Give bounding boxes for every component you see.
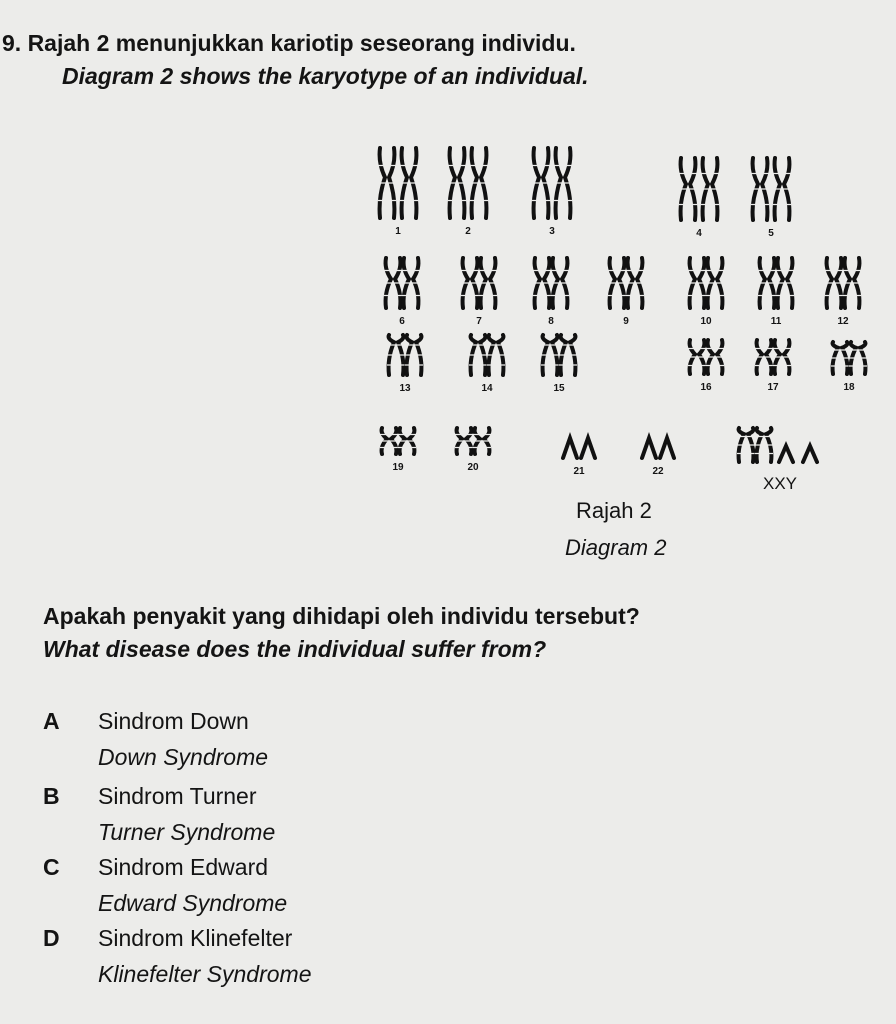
chromosome-number: 3 — [549, 226, 555, 237]
chromosome-pair-5 — [751, 158, 791, 220]
chromosome-number: 22 — [652, 466, 664, 477]
diagram-caption: Rajah 2 — [576, 498, 652, 523]
chromosome-number: 21 — [573, 466, 585, 477]
question-text: 9. Rajah 2 menunjukkan kariotip seseorang individu. — [2, 30, 576, 56]
chromosome-number: 8 — [548, 316, 554, 327]
option-label-english: Klinefelter Syndrome — [98, 961, 312, 987]
chromosome-pair-15 — [541, 335, 577, 375]
option-label-english: Edward Syndrome — [98, 890, 288, 916]
chromosome-pair-2 — [448, 148, 488, 218]
chromosome-pair-3 — [532, 148, 572, 218]
chromosome-number: 20 — [467, 462, 479, 473]
chromosome-pair-8 — [533, 258, 569, 308]
chromosome-pair-22 — [642, 438, 674, 458]
chromosome-pair-10 — [688, 258, 724, 308]
option-letter: D — [43, 925, 60, 951]
chromosome-pair-1 — [378, 148, 418, 218]
chromosome-pair-17 — [755, 340, 791, 374]
chromosome-pair-20 — [455, 428, 491, 454]
chromosome-pair-13 — [387, 335, 423, 375]
chromosome-number: 19 — [392, 462, 404, 473]
option-letter: B — [43, 783, 60, 809]
chromosome-number: 1 — [395, 226, 401, 237]
chromosome-number: 11 — [770, 316, 782, 327]
chromosome-number: 12 — [837, 316, 849, 327]
option-label-english: Turner Syndrome — [98, 819, 276, 845]
chromosome-number: 14 — [481, 383, 493, 394]
chromosome-number: 13 — [399, 383, 411, 394]
chromosome-number: 9 — [623, 316, 629, 327]
question-text-english: Diagram 2 shows the karyotype of an individual. — [62, 63, 589, 89]
option-letter: C — [43, 854, 60, 880]
chromosome-number: 6 — [399, 316, 405, 327]
chromosome-number: 7 — [476, 316, 482, 327]
chromosome-pair-21 — [563, 438, 595, 458]
option-label: Sindrom Klinefelter — [98, 925, 293, 951]
chromosome-pair-7 — [461, 258, 497, 308]
option-label: Sindrom Turner — [98, 783, 257, 809]
option-letter: A — [43, 708, 60, 734]
option-label-english: Down Syndrome — [98, 744, 269, 770]
chromosome-number: 18 — [843, 382, 855, 393]
chromosome-pair-4 — [679, 158, 719, 220]
chromosome-pair-6 — [384, 258, 420, 308]
chromosome-pair-19 — [380, 428, 416, 454]
chromosome-pair-12 — [825, 258, 861, 308]
question-prompt-english: What disease does the individual suffer from? — [43, 636, 547, 662]
option-label: Sindrom Down — [98, 708, 249, 734]
chromosome-pair-14 — [469, 335, 505, 375]
chromosome-number: 16 — [700, 382, 712, 393]
question-prompt: Apakah penyakit yang dihidapi oleh individu tersebut? — [43, 603, 640, 629]
chromosome-number: 17 — [767, 382, 779, 393]
chromosome-pair-9 — [608, 258, 644, 308]
sex-chromosomes — [737, 428, 817, 462]
chromosome-number: 4 — [696, 228, 702, 239]
chromosome-number: 5 — [768, 228, 774, 239]
chromosome-pair-16 — [688, 340, 724, 374]
chromosome-pair-11 — [758, 258, 794, 308]
chromosome-number: 10 — [700, 316, 712, 327]
diagram-caption-english: Diagram 2 — [565, 535, 667, 560]
option-label: Sindrom Edward — [98, 854, 269, 880]
chromosome-number: 15 — [553, 383, 565, 394]
chromosome-number: 2 — [465, 226, 471, 237]
chromosome-pair-18 — [831, 342, 867, 374]
sex-chromosome-label: XXY — [763, 474, 798, 493]
